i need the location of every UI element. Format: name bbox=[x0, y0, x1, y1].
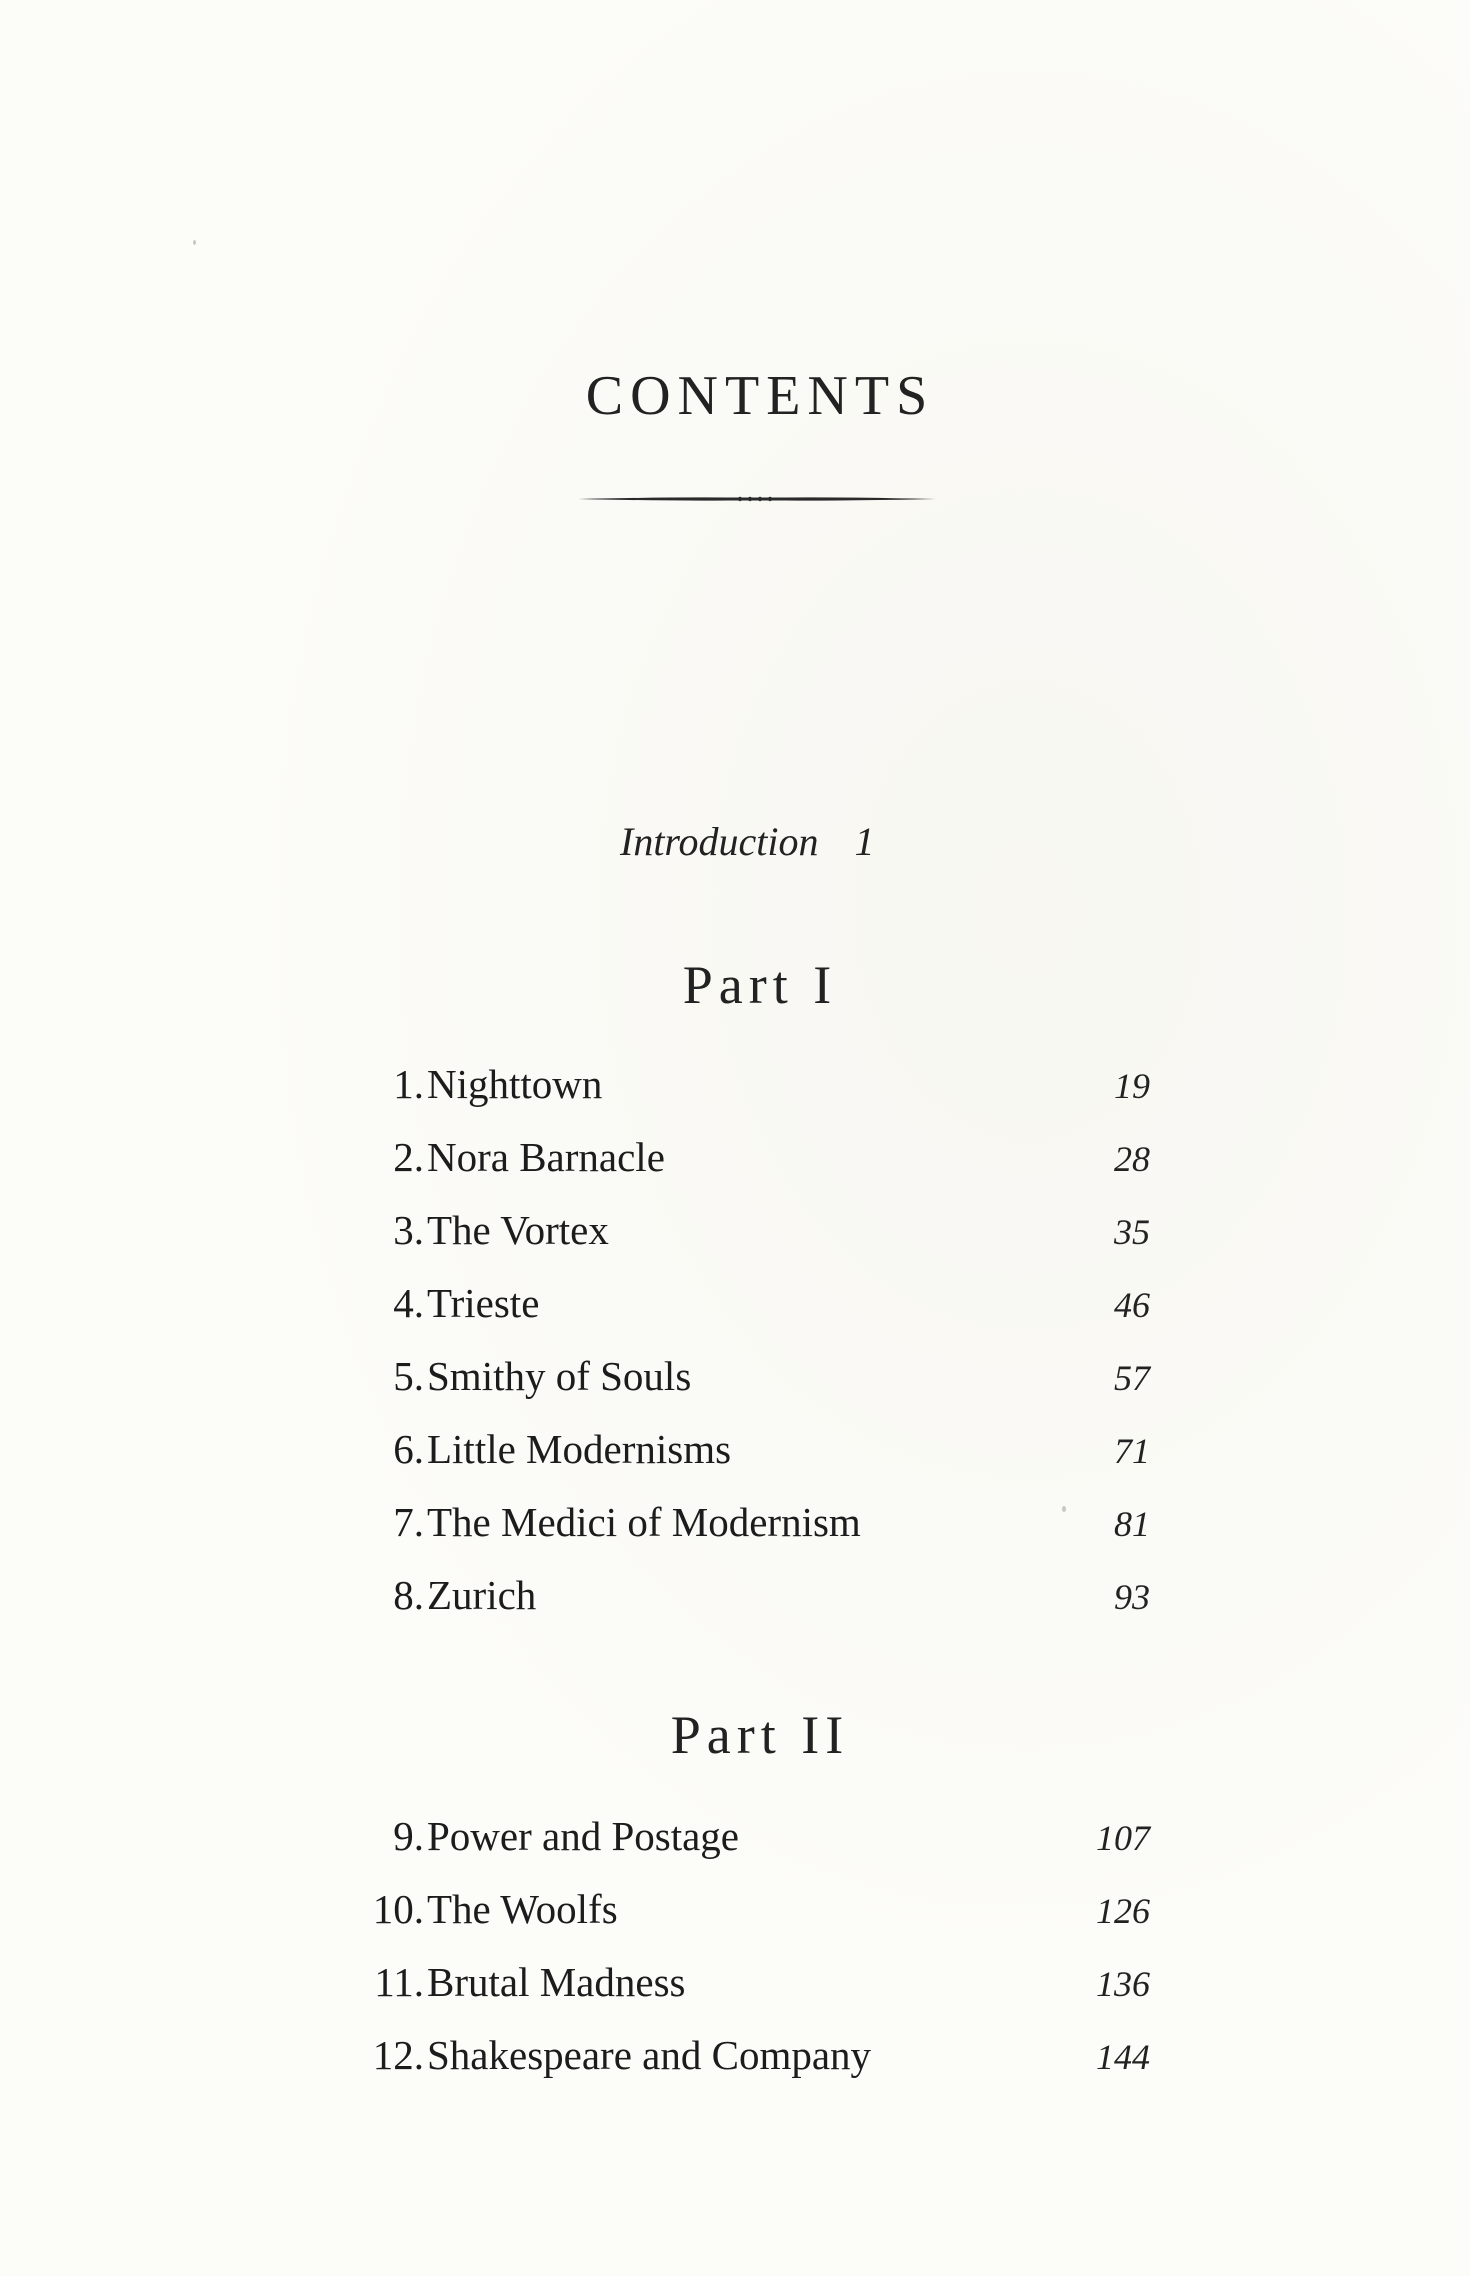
chapter-page-number: 19 bbox=[1114, 1066, 1150, 1106]
chapter-number: 2. bbox=[393, 1134, 424, 1180]
chapter-page-number: 81 bbox=[1114, 1504, 1150, 1544]
chapter-title: Little Modernisms bbox=[427, 1426, 732, 1472]
chapter-title: The Medici of Modernism bbox=[427, 1499, 861, 1545]
chapter-entry[interactable] bbox=[330, 1419, 1150, 1492]
chapter-number: 1. bbox=[393, 1061, 424, 1107]
chapter-entry[interactable] bbox=[330, 1054, 1150, 1127]
chapter-number: 9. bbox=[393, 1813, 424, 1859]
chapter-title: Shakespeare and Company bbox=[427, 2032, 872, 2078]
chapter-page-number: 46 bbox=[1114, 1285, 1150, 1325]
chapter-entry[interactable] bbox=[330, 1346, 1150, 1419]
chapter-number: 8. bbox=[393, 1572, 424, 1618]
chapter-title: Nighttown bbox=[427, 1061, 603, 1107]
chapter-title: Zurich bbox=[427, 1572, 537, 1618]
chapter-number: 12. bbox=[372, 2032, 424, 2078]
chapter-entry[interactable] bbox=[330, 1879, 1150, 1952]
chapter-entry[interactable] bbox=[330, 1952, 1150, 2025]
chapter-number: 11. bbox=[374, 1959, 424, 2005]
page-title: CONTENTS bbox=[585, 365, 935, 427]
chapter-title: The Vortex bbox=[427, 1207, 609, 1253]
chapter-number: 5. bbox=[393, 1353, 424, 1399]
title-rule-ornament bbox=[578, 492, 936, 506]
chapter-number: 10. bbox=[372, 1886, 424, 1932]
chapter-page-number: 136 bbox=[1096, 1964, 1150, 2004]
chapter-title: Trieste bbox=[427, 1280, 540, 1326]
chapter-page-number: 126 bbox=[1096, 1891, 1150, 1931]
introduction-page-number: 1 bbox=[854, 819, 875, 864]
chapter-title: Brutal Madness bbox=[427, 1959, 686, 2005]
chapter-number: 7. bbox=[393, 1499, 424, 1545]
chapter-title: Smithy of Souls bbox=[427, 1353, 692, 1399]
chapter-entry[interactable] bbox=[330, 1492, 1150, 1565]
chapter-page-number: 144 bbox=[1096, 2037, 1150, 2077]
chapter-list-part-2 bbox=[330, 1806, 1150, 2098]
chapter-list-part-1 bbox=[330, 1054, 1150, 1638]
chapter-page-number: 35 bbox=[1114, 1212, 1150, 1252]
chapter-entry[interactable] bbox=[330, 1200, 1150, 1273]
chapter-number: 4. bbox=[393, 1280, 424, 1326]
introduction-entry[interactable] bbox=[620, 818, 875, 865]
chapter-title: The Woolfs bbox=[427, 1886, 618, 1932]
chapter-number: 6. bbox=[393, 1426, 424, 1472]
chapter-entry[interactable] bbox=[330, 1273, 1150, 1346]
chapter-entry[interactable] bbox=[330, 1806, 1150, 1879]
chapter-title: Power and Postage bbox=[427, 1813, 740, 1859]
paper-speck bbox=[193, 240, 196, 245]
paper-speck bbox=[1062, 1506, 1066, 1512]
chapter-entry[interactable] bbox=[330, 2025, 1150, 2098]
chapter-page-number: 71 bbox=[1114, 1431, 1150, 1471]
chapter-title: Nora Barnacle bbox=[427, 1134, 665, 1180]
chapter-number: 3. bbox=[393, 1207, 424, 1253]
chapter-page-number: 57 bbox=[1114, 1358, 1150, 1398]
part-heading: Part I bbox=[682, 955, 838, 1015]
part-heading: Part II bbox=[670, 1705, 850, 1765]
chapter-page-number: 93 bbox=[1114, 1577, 1150, 1617]
chapter-entry[interactable] bbox=[330, 1565, 1150, 1638]
chapter-page-number: 28 bbox=[1114, 1139, 1150, 1179]
chapter-entry[interactable] bbox=[330, 1127, 1150, 1200]
introduction-label: Introduction bbox=[620, 819, 819, 864]
chapter-page-number: 107 bbox=[1096, 1818, 1150, 1858]
